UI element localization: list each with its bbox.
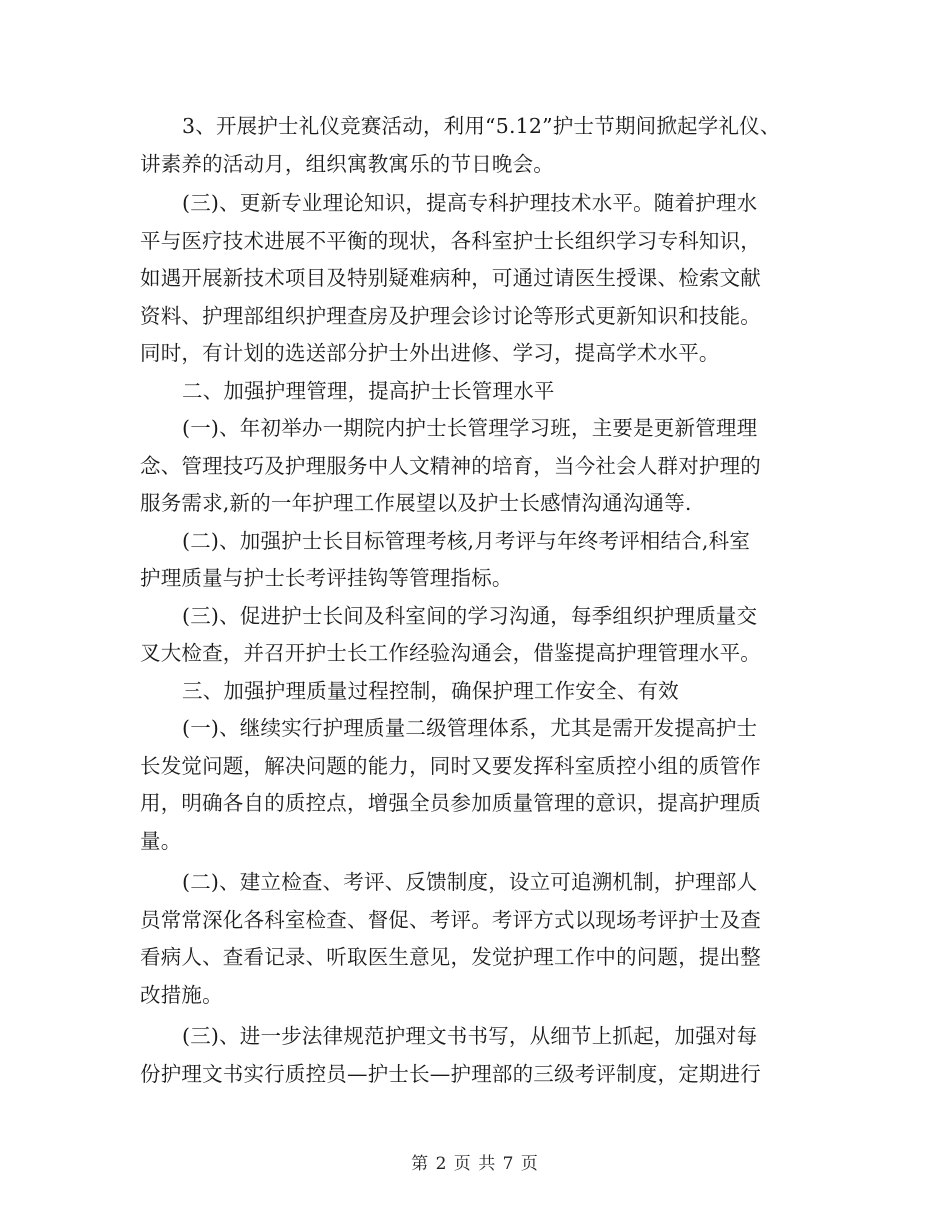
paragraph-line: (三)、更新专业理论知识，提高专科护理技术水平。随着护理水 <box>182 191 758 215</box>
paragraph-line: 看病人、查看记录、听取医生意见，发觉护理工作中的问题，提出整 <box>140 945 761 969</box>
paragraph-line: 量。 <box>140 828 182 853</box>
paragraph-line: (一)、年初举办一期院内护士长管理学习班，主要是更新管理理 <box>182 416 758 440</box>
page-number-footer: 第 2 页 共 7 页 <box>411 1154 539 1174</box>
paragraph-line: 护理质量与护士长考评挂钩等管理指标。 <box>140 566 513 590</box>
paragraph-line: 3、开展护士礼仪竞赛活动，利用“5.12”护士节期间掀起学礼仪、 <box>182 114 781 138</box>
paragraph-line: (二)、建立检查、考评、反馈制度，设立可追溯机制，护理部人 <box>182 870 758 894</box>
paragraph-line: (一)、继续实行护理质量二级管理体系，尤其是需开发提高护士 <box>182 716 758 740</box>
paragraph-line: 念、管理技巧及护理服务中人文精神的培育，当今社会人群对护理的 <box>140 453 761 478</box>
paragraph-line: (三)、进一步法律规范护理文书书写，从细节上抓起，加强对每 <box>182 1024 758 1048</box>
paragraph-line: (三)、促进护士长间及科室间的学习沟通，每季组织护理质量交 <box>182 603 758 628</box>
paragraph-line: 改措施。 <box>140 982 223 1007</box>
paragraph-line: 如遇开展新技术项目及特别疑难病种，可通过请医生授课、检索文献 <box>140 266 761 290</box>
paragraph-line: 平与医疗技术进展不平衡的现状，各科室护士长组织学习专科知识， <box>140 228 761 253</box>
section-heading: 二、加强护理管理，提高护士长管理水平 <box>182 378 555 403</box>
paragraph-line: 讲素养的活动月，组织寓教寓乐的节日晚会。 <box>140 151 554 176</box>
paragraph-line: 资料、护理部组织护理查房及护理会诊讨论等形式更新知识和技能。 <box>140 303 761 328</box>
paragraph-line: 叉大检查，并召开护士长工作经验沟通会，借鉴提高护理管理水平。 <box>140 641 761 665</box>
section-heading: 三、加强护理质量过程控制，确保护理工作安全、有效 <box>182 678 679 703</box>
paragraph-line: 份护理文书实行质控员—护士长—护理部的三级考评制度，定期进行 <box>140 1061 761 1086</box>
paragraph-line: 同时，有计划的选送部分护士外出进修、学习，提高学术水平。 <box>140 341 720 365</box>
paragraph-line: (二)、加强护士长目标管理考核,月考评与年终考评相结合,科室 <box>182 528 751 553</box>
paragraph-line: 用，明确各自的质控点，增强全员参加质量管理的意识，提高护理质 <box>140 791 761 815</box>
document-body <box>140 108 805 1093</box>
paragraph-line: 员常常深化各科室检查、督促、考评。考评方式以现场考评护士及查 <box>140 907 761 932</box>
paragraph-line: 服务需求,新的一年护理工作展望以及护士长感情沟通沟通等. <box>140 491 692 515</box>
paragraph-line: 长发觉问题，解决问题的能力，同时又要发挥科室质控小组的质管作 <box>140 753 761 778</box>
